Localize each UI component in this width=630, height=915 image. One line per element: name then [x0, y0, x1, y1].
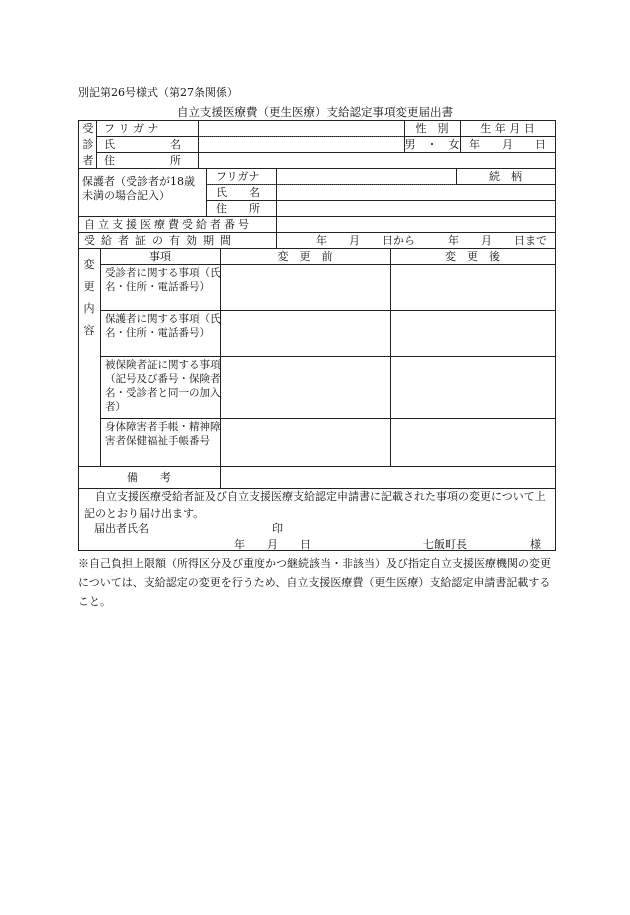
guardian-furigana-label: フリガナ [216, 170, 260, 183]
change-row-label: 身体障害者手帳・精神障害者保健福祉手帳番号 [105, 421, 221, 447]
column-header-before: 変 更 前 [277, 250, 333, 263]
form-grid [78, 120, 556, 550]
validity-label: 受給者証の有効期間 [84, 234, 237, 247]
guardian-address-label: 住 所 [216, 202, 260, 215]
footnote: ※自己負担上限額（所得区分及び重度かつ継続該当・非該当）及び指定自立支援医療機関の変更については、支給認定の変更を行うため、自立支援医療費（更生医療）支給認定申請書記載すること。 [78, 557, 551, 608]
form-id: 別記第26号様式（第27条関係） [78, 86, 238, 99]
declaration [84, 488, 554, 522]
remarks-label: 備 考 [127, 471, 171, 484]
rule [198, 120, 199, 168]
guardian-name-label: 氏 名 [216, 186, 260, 199]
change-row-label: 保護者に関する事項（氏名・住所・電話番号） [105, 313, 221, 339]
birth-date-label: 生 年 月 日 [480, 122, 535, 135]
rule [78, 120, 556, 121]
rule [100, 418, 556, 419]
form-title: 自立支援医療費（更生医療）支給認定事項変更届出書 [177, 105, 453, 119]
sex-label: 性 別 [415, 122, 449, 135]
seal-mark: 印 [272, 522, 283, 535]
rule [276, 168, 277, 216]
rule [78, 168, 556, 169]
mayor-label: 七飯町長 [423, 538, 467, 551]
patient-name-label: 氏 名 [104, 138, 181, 151]
guardian-group-label: 保護者（受診者が18歳未満の場合記入） [82, 175, 195, 202]
rule [206, 200, 556, 201]
rule [78, 216, 556, 217]
changes-group-label: 変 更 内 容 [83, 258, 95, 337]
rule [78, 466, 556, 467]
change-row-label: 受診者に関する事項（氏名・住所・電話番号） [105, 267, 221, 293]
validity-period-field[interactable]: 年 月 日から 年 月 日まで [316, 234, 547, 247]
change-row-label: 被保険者証に関する事項（記号及び番号・保険者名・受診者と同一の加入者） [105, 359, 221, 413]
submission-date[interactable]: 年 月 日 [234, 538, 311, 551]
column-header-item: 事項 [149, 250, 171, 263]
patient-address-label: 住 所 [104, 154, 181, 167]
birth-date-field[interactable]: 年 月 日 [469, 138, 546, 151]
recipient-number-label: 自立支援医療費受給者番号 [84, 218, 252, 231]
rule [100, 356, 556, 357]
rule [206, 168, 207, 216]
applicant-label: 届出者氏名 [94, 522, 149, 535]
rule [78, 550, 556, 551]
patient-furigana-label: フ リ ガ ナ [104, 122, 159, 135]
sex-options[interactable]: 男 ・ 女 [404, 138, 460, 151]
rule [78, 248, 556, 249]
rule [78, 232, 556, 233]
honorific-label: 様 [530, 538, 541, 551]
declaration-text: 自立支援医療受給者証及び自立支援医療支給認定申請書に記載された事項の変更について上記のとおり届け出ます。 [84, 490, 546, 520]
rule [100, 310, 556, 311]
guardian-relation-label: 続 柄 [489, 170, 522, 183]
patient-group-label: 受 診 者 [82, 122, 94, 167]
column-header-after: 変 更 後 [445, 250, 500, 263]
rule [276, 216, 277, 248]
dotted-rule [198, 136, 404, 137]
rule [390, 248, 391, 466]
rule [96, 152, 556, 153]
rule [100, 264, 556, 265]
rule [100, 248, 101, 466]
dotted-rule [206, 184, 276, 185]
rule [555, 120, 556, 550]
dotted-rule [276, 184, 456, 185]
